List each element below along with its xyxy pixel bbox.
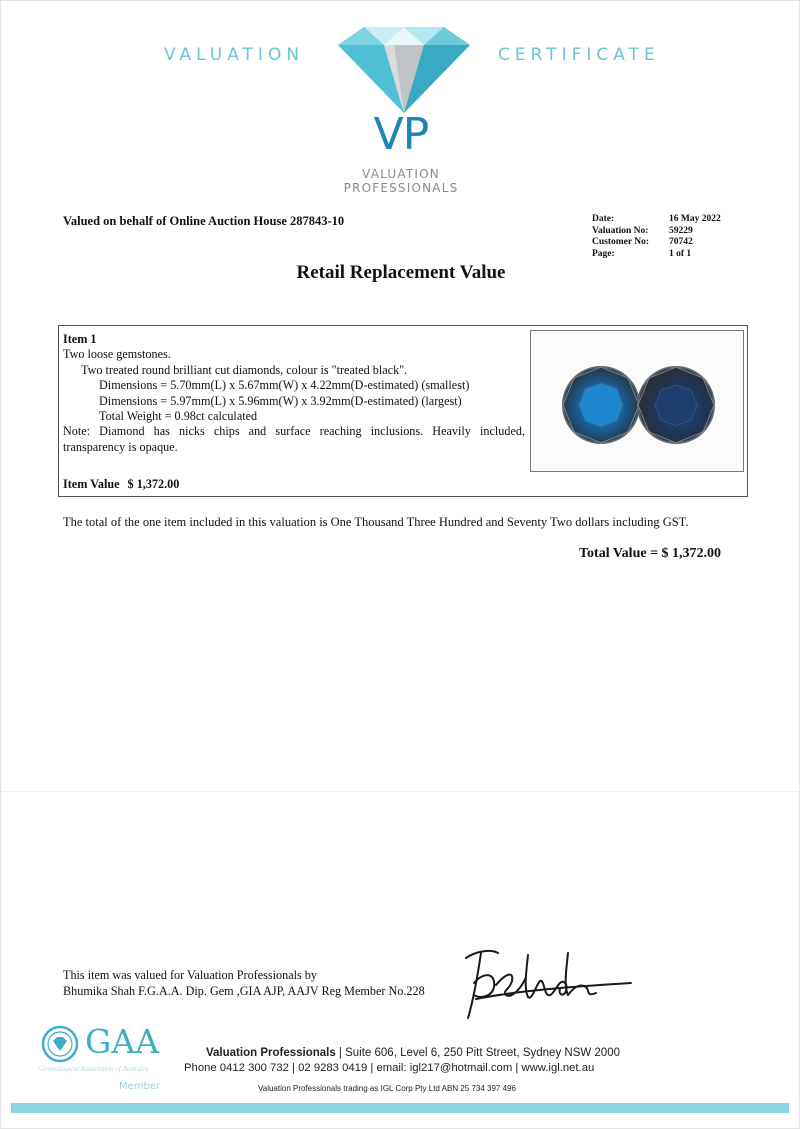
page-label: Page: [592, 248, 615, 259]
gaa-seal-icon [41, 1025, 79, 1063]
valuer-line-2: Bhumika Shah F.G.A.A. Dip. Gem ,GIA AJP, AAJV Reg Member No.228 [63, 984, 425, 998]
gaa-subtitle: Gemmological Association of Australia [38, 1065, 149, 1073]
date-label: Date: [592, 214, 615, 224]
divider [1, 791, 800, 792]
item-total-weight: Total Weight = 0.98ct calculated [99, 409, 258, 424]
customer-no-label: Customer No: [592, 237, 650, 247]
header-left-word: VALUATION [164, 45, 305, 65]
footer-address: | Suite 606, Level 6, 250 Pitt Street, Sydney NSW 2000 [335, 1047, 620, 1059]
item-description [63, 332, 525, 455]
item-dimensions-largest: Dimensions = 5.97mm(L) x 5.96mm(W) x 3.92mm(D-estimated) (largest) [99, 393, 462, 408]
meta-row-page [592, 249, 749, 261]
date-value: 16 May 2022 [669, 214, 721, 224]
total-value: Total Value = $ 1,372.00 [579, 546, 722, 561]
footer-trading-line: Valuation Professionals trading as IGL Corp Pty Ltd ABN 25 734 397 496 [258, 1084, 516, 1093]
logo-line-2: PROFESSIONALS [343, 181, 459, 195]
item-line-1: Two loose gemstones. [63, 347, 171, 362]
header-right-word: CERTIFICATE [498, 45, 660, 65]
item-value-label: Item Value [63, 477, 120, 491]
page-value: 1 of 1 [669, 248, 692, 259]
item-note: Note: Diamond has nicks chips and surface reaching inclusions. Heavily included, transparency is opaque. [63, 424, 525, 454]
footer-contact-line: Phone 0412 300 732 | 02 9283 0419 | email: igl217@hotmail.com | www.igl.net.au [184, 1062, 595, 1074]
item-box [58, 325, 748, 497]
valuation-no-label: Valuation No: [592, 225, 649, 236]
footer-band [11, 1103, 789, 1113]
diamond-icon [334, 23, 474, 115]
gaa-member-label: Member [119, 1081, 161, 1092]
total-sentence: The total of the one item included in this valuation is One Thousand Three Hundred and Seventy Two dollars including GST. [63, 515, 689, 529]
meta-row-valuation-no [592, 226, 749, 238]
customer-no-value: 70742 [669, 237, 693, 247]
valuation-no-value: 59229 [669, 225, 693, 236]
gaa-logo-text: GAA [85, 1022, 160, 1061]
footer-company-name: Valuation Professionals [206, 1047, 336, 1059]
document-title: Retail Replacement Value [296, 262, 506, 283]
diamonds-image [531, 331, 745, 473]
item-dimensions-smallest: Dimensions = 5.70mm(L) x 5.67mm(W) x 4.22mm(D-estimated) (smallest) [99, 378, 470, 393]
logo-line-1: VALUATION [362, 167, 440, 181]
item-line-2: Two treated round brilliant cut diamonds, colour is "treated black". [81, 362, 408, 377]
item-value-amount: $ 1,372.00 [127, 477, 180, 491]
diamond-photo [530, 330, 744, 472]
meta-row-customer-no [592, 237, 749, 249]
meta-block [592, 214, 749, 260]
item-heading: Item 1 [63, 332, 97, 346]
valuer-line-1: This item was valued for Valuation Professionals by [63, 968, 317, 982]
item-value [63, 477, 179, 492]
footer-company-line [206, 1047, 620, 1059]
valued-on-behalf: Valued on behalf of Online Auction House 287843-10 [63, 214, 345, 228]
signature [456, 943, 636, 1023]
meta-row-date [592, 214, 749, 226]
logo-mark: VP [373, 109, 429, 160]
